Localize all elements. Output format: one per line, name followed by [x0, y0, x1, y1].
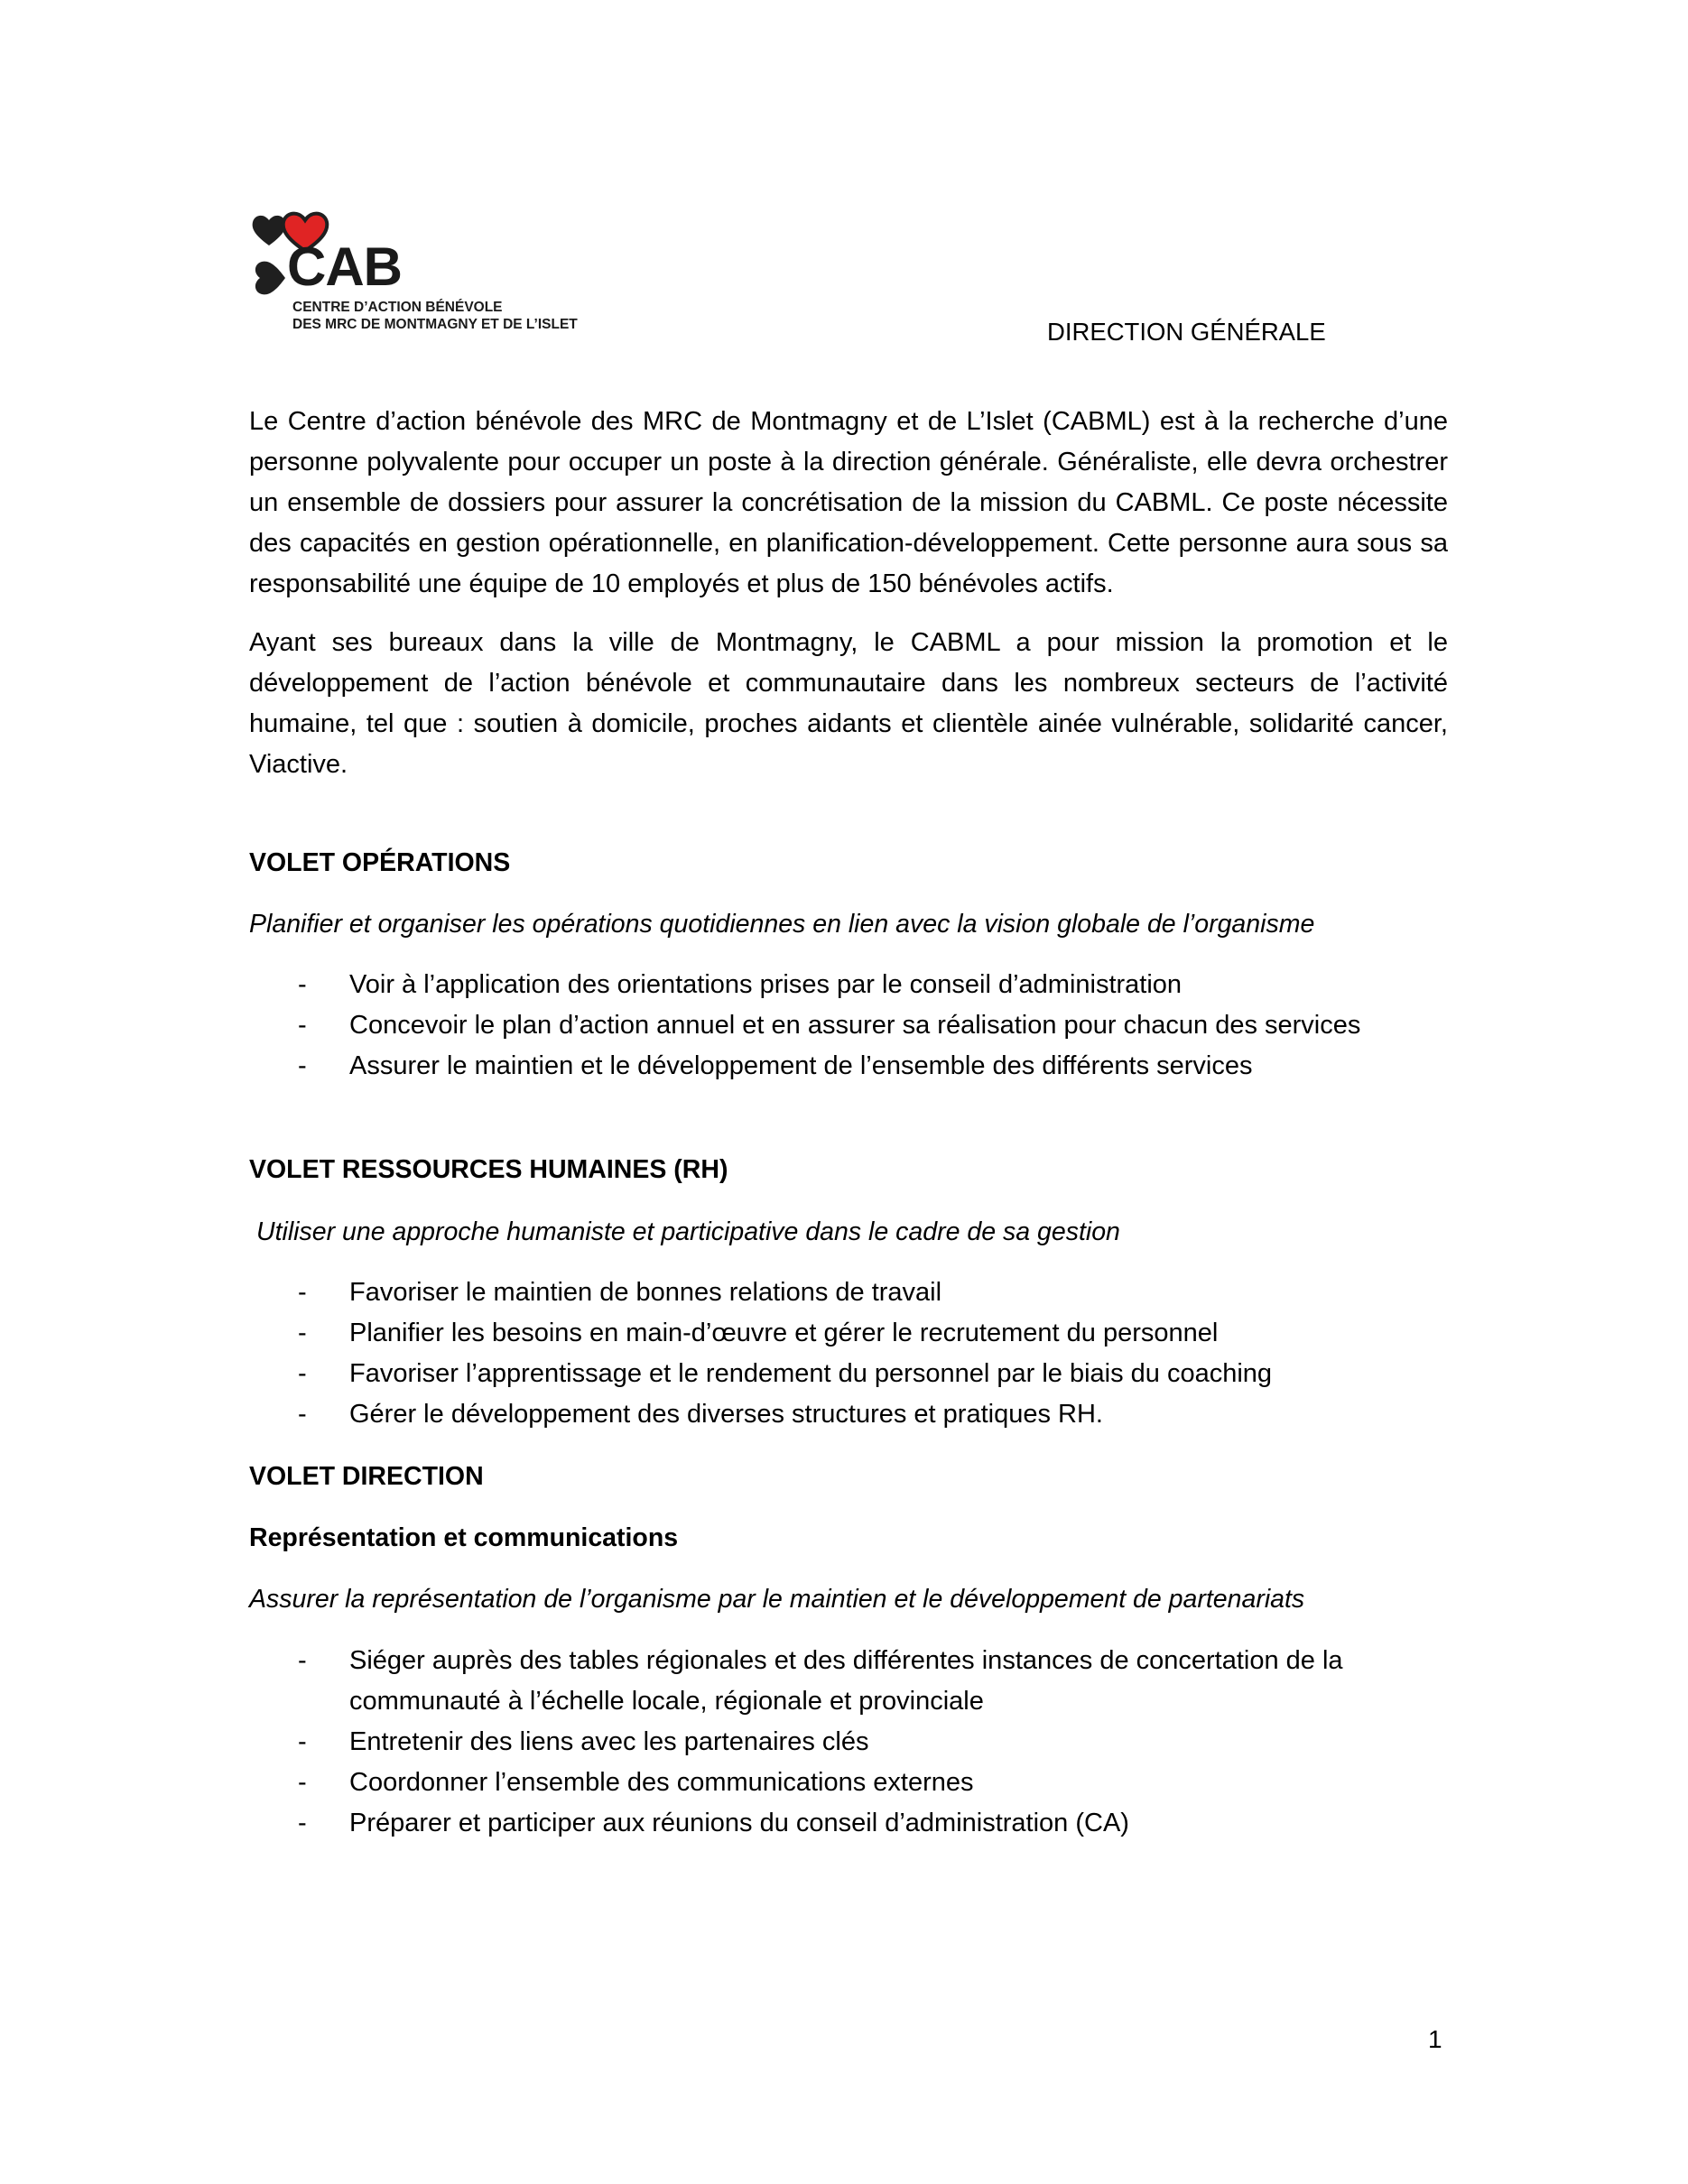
- page-title: DIRECTION GÉNÉRALE: [1047, 318, 1326, 346]
- cab-logo: [247, 206, 608, 341]
- list-item: - Planifier les besoins en main-d’œuvre et gérer le recrutement du personnel: [298, 1313, 1465, 1354]
- bullet-dash: -: [298, 1646, 307, 1675]
- list-item: - Gérer le développement des diverses structures et pratiques RH.: [298, 1394, 1465, 1435]
- section-subtitle-operations: Planifier et organiser les opérations quotidiennes en lien avec la vision globale de l’organisme: [249, 910, 1315, 939]
- bullet-dash: -: [298, 1768, 307, 1797]
- list-item: - Siéger auprès des tables régionales et des différentes instances de concertation de la communauté à l’échelle locale, régionale et provinciale: [298, 1641, 1465, 1722]
- logo-line-2: DES MRC DE MONTMAGNY ET DE L’ISLET: [292, 317, 578, 332]
- subsection-heading-representation: Représentation et communications: [249, 1523, 679, 1552]
- list-item: - Coordonner l’ensemble des communications externes: [298, 1763, 1465, 1803]
- list-item: - Assurer le maintien et le développement de l’ensemble des différents services: [298, 1046, 1465, 1087]
- bullet-dash: -: [298, 1011, 307, 1040]
- list-item: - Préparer et participer aux réunions du conseil d’administration (CA): [298, 1803, 1465, 1844]
- rh-list: [298, 1272, 1465, 1435]
- list-item: - Entretenir des liens avec les partenaires clés: [298, 1722, 1465, 1763]
- section-heading-operations: VOLET OPÉRATIONS: [249, 848, 511, 877]
- bullet-dash: -: [298, 1400, 307, 1429]
- intro-paragraph-2: Ayant ses bureaux dans la ville de Montmagny, le CABML a pour mission la promotion et le développement de l’action bénévole et communautaire dans les nombreux secteurs de l’activité humaine, tel que : soutien à domicile, proches aidants et clientèle ainée vulnérable, solidarité cancer, Viactive.: [249, 628, 1448, 779]
- bullet-dash: -: [298, 1727, 307, 1756]
- section-subtitle-direction: Assurer la représentation de l’organisme par le maintien et le développement de partenariats: [249, 1585, 1305, 1614]
- list-item: - Concevoir le plan d’action annuel et en assurer sa réalisation pour chacun des services: [298, 1005, 1465, 1046]
- intro-paragraph-1: Le Centre d’action bénévole des MRC de Montmagny et de L’Islet (CABML) est à la recherche d’une personne polyvalente pour occuper un poste à la direction générale. Généraliste, elle devra orchestrer un ensemble de dossiers pour assurer la concrétisation de la mission du CABML. Ce poste nécessite des capacités en gestion opérationnelle, en planification-développement. Cette personne aura sous sa responsabilité une équipe de 10 employés et plus de 150 bénévoles actifs.: [249, 407, 1448, 598]
- page-number: 1: [1428, 2025, 1442, 2053]
- bullet-dash: -: [298, 1809, 307, 1837]
- section-subtitle-rh: Utiliser une approche humaniste et participative dans le cadre de sa gestion: [256, 1217, 1120, 1246]
- direction-list: [298, 1641, 1465, 1844]
- bullet-dash: -: [298, 970, 307, 999]
- bullet-dash: -: [298, 1051, 307, 1080]
- bullet-dash: -: [298, 1319, 307, 1347]
- section-heading-rh: VOLET RESSOURCES HUMAINES (RH): [249, 1155, 728, 1184]
- list-item: - Favoriser le maintien de bonnes relations de travail: [298, 1272, 1465, 1313]
- bullet-dash: -: [298, 1278, 307, 1307]
- logo-line-1: CENTRE D’ACTION BÉNÉVOLE: [292, 300, 503, 315]
- list-item: - Voir à l’application des orientations prises par le conseil d’administration: [298, 965, 1465, 1005]
- logo-wordmark: CAB: [287, 236, 402, 297]
- section-heading-direction: VOLET DIRECTION: [249, 1462, 484, 1491]
- list-item: - Favoriser l’apprentissage et le rendement du personnel par le biais du coaching: [298, 1354, 1465, 1394]
- bullet-dash: -: [298, 1359, 307, 1388]
- operations-list: [298, 965, 1465, 1087]
